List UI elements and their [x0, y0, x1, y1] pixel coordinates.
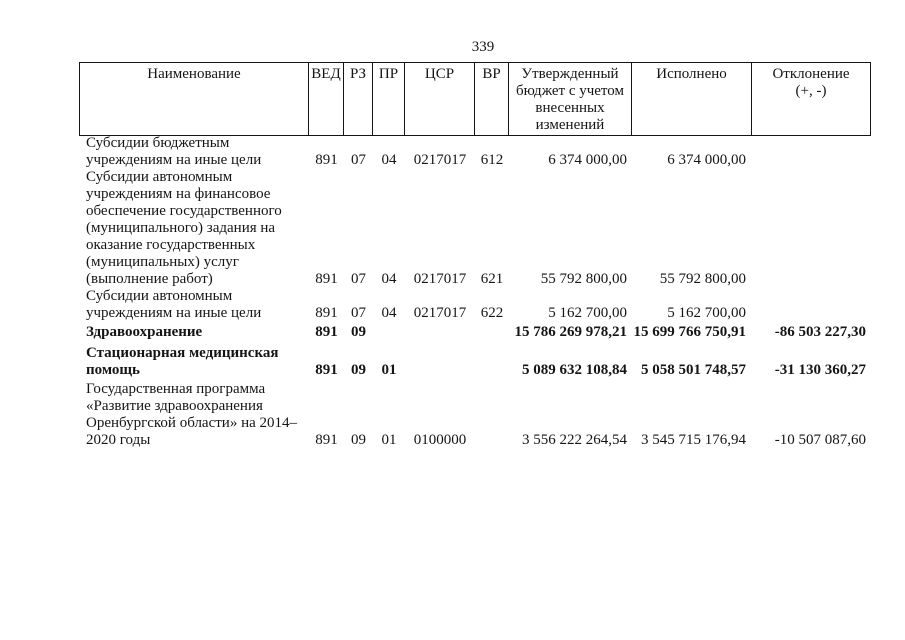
approved-amount-cell [509, 305, 632, 322]
header-name-label: Наименование [147, 66, 241, 82]
approved-amount-value: 5 162 700,00 [548, 305, 627, 321]
table-row [80, 324, 870, 341]
ved-cell: 891 [315, 324, 338, 340]
rz-cell: 07 [351, 152, 366, 168]
header-approved-column [509, 63, 632, 135]
header-approved-line: изменений [535, 117, 605, 133]
header-pr-label: ПР [378, 66, 399, 82]
header-approved-line: бюджет с учетом [515, 83, 624, 99]
header-name-column [80, 63, 309, 135]
deviation-amount-cell [752, 152, 870, 169]
executed-amount-cell [632, 362, 752, 379]
header-deviation-line: (+, -) [795, 83, 827, 99]
rz-cell: 07 [351, 271, 366, 287]
row-name-cell [80, 135, 309, 169]
row-name-line: (муниципального) задания на [86, 220, 276, 236]
table-header [79, 62, 871, 136]
csr-cell [405, 362, 475, 379]
executed-amount-cell [632, 305, 752, 322]
pr-cell: 01 [381, 432, 397, 448]
row-name-line: (муниципальных) услуг [86, 254, 239, 270]
approved-amount-value: 5 089 632 108,84 [522, 362, 627, 378]
vr-cell [475, 432, 509, 449]
pr-cell: 01 [381, 362, 397, 378]
row-name-line: учреждениям на иные цели [86, 152, 262, 168]
csr-cell [405, 324, 475, 341]
ved-cell: 891 [315, 271, 338, 287]
executed-amount-value: 3 545 715 176,94 [641, 432, 746, 448]
executed-amount-value: 5 058 501 748,57 [641, 362, 746, 378]
approved-amount-value: 55 792 800,00 [540, 271, 627, 287]
executed-amount-cell [632, 271, 752, 288]
header-csr-label: ЦСР [424, 66, 455, 82]
pr-cell: 04 [381, 305, 397, 321]
row-name-line: (выполнение работ) [86, 271, 213, 287]
approved-amount-value: 3 556 222 264,54 [522, 432, 627, 448]
pr-cell [373, 324, 405, 341]
row-name-cell [80, 324, 309, 341]
executed-amount-cell [632, 432, 752, 449]
vr-cell: 622 [480, 305, 504, 321]
deviation-amount-cell [752, 432, 870, 449]
header-vr-column [475, 63, 509, 135]
row-name-cell [80, 381, 309, 449]
executed-amount-cell [632, 152, 752, 169]
row-name-line: 2020 годы [86, 432, 151, 448]
header-ved-column [309, 63, 344, 135]
deviation-amount-cell [752, 362, 870, 379]
row-name-line: оказание государственных [86, 237, 256, 253]
deviation-amount-cell [752, 305, 870, 322]
header-executed-label: Исполнено [656, 66, 727, 82]
row-name-line: Оренбургской области» на 2014– [86, 415, 298, 431]
header-rz-label: РЗ [349, 66, 367, 82]
row-name-line: помощь [86, 362, 140, 378]
row-name-line: Государственная программа [86, 381, 266, 397]
approved-amount-cell [509, 271, 632, 288]
header-rz-column [344, 63, 373, 135]
vr-cell: 612 [480, 152, 504, 168]
executed-amount-value: 15 699 766 750,91 [633, 324, 746, 340]
ved-cell: 891 [315, 305, 338, 321]
deviation-amount-value: -86 503 227,30 [774, 324, 866, 340]
row-name-line: «Развитие здравоохранения [86, 398, 263, 414]
csr-cell: 0217017 [413, 152, 467, 168]
vr-cell [475, 324, 509, 341]
row-name-cell [80, 288, 309, 322]
row-name-cell [80, 169, 309, 288]
rz-cell: 09 [351, 432, 366, 448]
approved-amount-cell [509, 152, 632, 169]
header-vr-label: ВР [482, 66, 501, 82]
rz-cell: 07 [351, 305, 366, 321]
row-name-line: Стационарная медицинская [86, 345, 279, 361]
header-deviation-column [752, 63, 870, 135]
executed-amount-value: 6 374 000,00 [667, 152, 746, 168]
row-name-cell [80, 345, 309, 379]
csr-cell: 0217017 [413, 305, 467, 321]
deviation-amount-value: -10 507 087,60 [774, 432, 866, 448]
ved-cell: 891 [315, 152, 338, 168]
header-csr-column [405, 63, 475, 135]
header-deviation-line: Отклонение [772, 66, 850, 82]
approved-amount-cell [509, 432, 632, 449]
table-body [80, 135, 870, 449]
approved-amount-cell [509, 362, 632, 379]
vr-cell: 621 [480, 271, 504, 287]
header-approved-line: внесенных [535, 100, 605, 116]
row-name-line: Субсидии автономным [86, 288, 233, 304]
vr-cell [475, 362, 509, 379]
header-ved-label: ВЕД [311, 66, 341, 82]
deviation-amount-value: -31 130 360,27 [774, 362, 866, 378]
approved-amount-value: 15 786 269 978,21 [514, 324, 627, 340]
row-name-line: учреждениям на финансовое [86, 186, 271, 202]
executed-amount-value: 5 162 700,00 [667, 305, 746, 321]
approved-amount-cell [509, 324, 632, 341]
table-row [80, 169, 870, 288]
row-name-line: Субсидии автономным [86, 169, 233, 185]
header-approved-line: Утвержденный [521, 66, 619, 82]
executed-amount-value: 55 792 800,00 [659, 271, 746, 287]
table-row [80, 288, 870, 322]
deviation-amount-cell [752, 324, 870, 341]
rz-cell: 09 [351, 362, 366, 378]
rz-cell: 09 [351, 324, 366, 340]
pr-cell: 04 [381, 152, 397, 168]
csr-cell: 0100000 [413, 432, 467, 448]
row-name-line: Здравоохранение [86, 324, 203, 340]
table-row [80, 135, 870, 169]
table-row [80, 345, 870, 379]
approved-amount-value: 6 374 000,00 [548, 152, 627, 168]
row-name-line: Субсидии бюджетным [86, 135, 230, 151]
pr-cell: 04 [381, 271, 397, 287]
csr-cell: 0217017 [413, 271, 467, 287]
header-pr-column [373, 63, 405, 135]
header-executed-column [632, 63, 752, 135]
ved-cell: 891 [315, 432, 338, 448]
ved-cell: 891 [315, 362, 338, 378]
table-row [80, 381, 870, 449]
executed-amount-cell [632, 324, 752, 341]
row-name-line: обеспечение государственного [86, 203, 282, 219]
deviation-amount-cell [752, 271, 870, 288]
page-number: 339 [471, 39, 495, 55]
row-name-line: учреждениям на иные цели [86, 305, 262, 321]
